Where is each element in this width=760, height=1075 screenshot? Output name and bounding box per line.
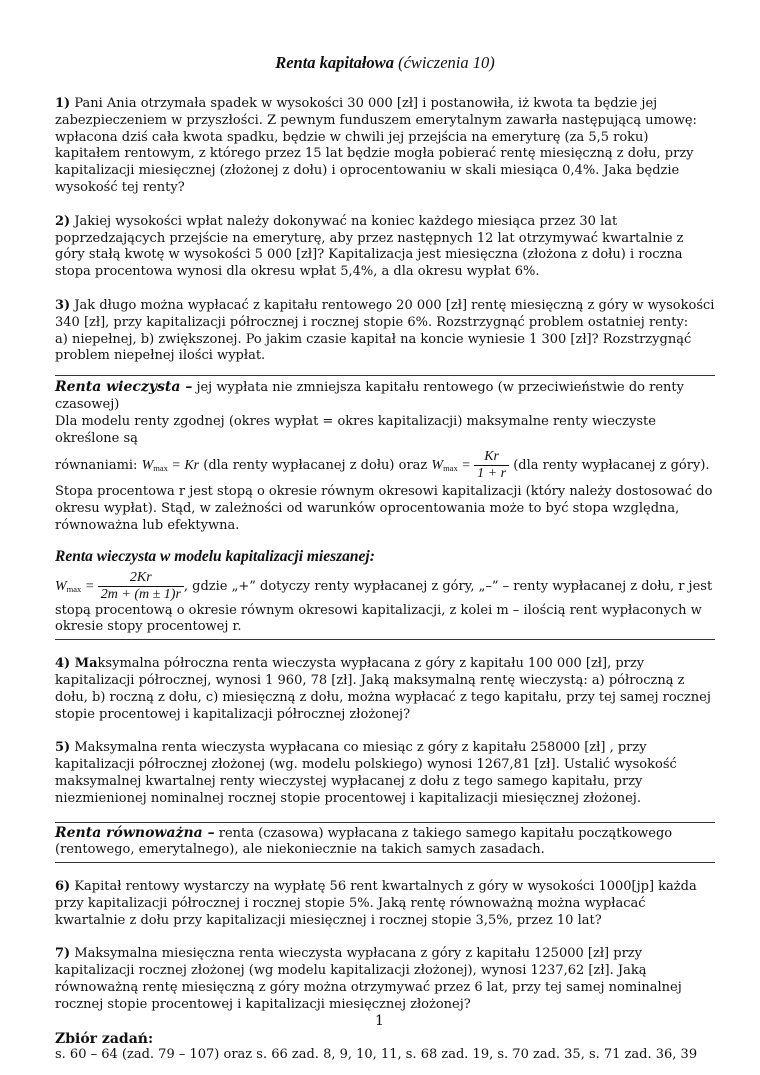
task-3: 3) Jak długo można wypłacać z kapitału rentowego 20 000 [zł] rentę miesięczną z góry w wysokości 340 [zł], przy kapitalizacji półrocznej i rocznej stopie 6%. Rozstrzygnąć problem ostatniej renty: a) niepełnej, b) zwiększonej. Po jakim czasie kapitał na koncie wyniesie 1 300 [zł]? Rozstrzygnąć problem niepełnej ilości wypłat. <box>55 297 715 364</box>
divider <box>55 862 715 863</box>
fraction: $\frac{Kr}{1 + r}$ <box>474 449 509 482</box>
fraction: $\frac{2Kr}{2m + (m \pm 1)r}$ <box>98 570 184 603</box>
mixed-section: Renta wieczysta w modelu kapitalizacji mieszanej: $W_{max}$ = $\frac{2Kr}{2m + (m \pm 1)r}$ , gdzie „+” dotyczy renty wypłacanej z góry, „–” – renty wypłacanej z dołu, r jest stopą procentową o okresie równym okresowi kapitalizacji, z kolei m – ilością rent wypłaconych w okresie stopy procentowej r. <box>55 549 715 636</box>
document-page <box>55 52 715 1064</box>
task-7: 7) Maksymalna miesięczna renta wieczysta wypłacana z góry z kapitału 125000 [zł] przy kapitalizacji rocznej złożonej (wg modelu kapitalizacji złożonej), wynosi 1237,62 [zł]. Jaką równoważną rentę miesięczną z góry można otrzymywać przez 6 lat, przy tej samej nominalnej rocznej stopie procentowej i kapitalizacji miesięcznej złożonej? <box>55 946 682 1012</box>
mixed-formula: $W_{max}$ = $\frac{2Kr}{2m + (m \pm 1)r}$ , gdzie „+” dotyczy renty wypłacanej z góry, „–” – renty wypłacanej z dołu, r jest <box>55 569 713 602</box>
title-sub: (ćwiczenia 10) <box>398 53 495 72</box>
mixed-title: Renta wieczysta w modelu kapitalizacji mieszanej: <box>55 547 375 565</box>
perpetual-formula: równaniami: $W_{max} = Kr$ (dla renty wypłacanej z dołu) oraz $W_{max}$ = $\frac{Kr}{1 + r}$ (dla renty wypłacanej z góry). <box>55 449 710 482</box>
collection-title: Zbiór zadań: <box>55 1030 154 1047</box>
equivalent-title: Renta równoważna – <box>55 824 215 841</box>
title-main: Renta kapitałowa <box>275 53 394 72</box>
divider <box>55 639 715 640</box>
page-title <box>55 52 715 74</box>
task-1: 1) Pani Ania otrzymała spadek w wysokości 30 000 [zł] i postanowiła, iż kwota ta będzie jej zabezpieczeniem w przyszłości. Z pewnym funduszem emerytalnym zawarła następującą umowę: wpłacona dziś cała kwota spadku, będzie w chwili jej przejścia na emeryturę (za 5,5 roku) kapitałem rentowym, z którego przez 15 lat będzie mogła pobierać rentę miesięczną z dołu, przy kapitalizacji miesięcznej (złożonej z dołu) i oprocentowaniu w skali miesiąca 0,4%. Jaka będzie wysokość tej renty? <box>55 96 697 195</box>
perpetual-title: Renta wieczysta – <box>55 379 193 396</box>
page-number: 1 <box>375 1013 384 1029</box>
equivalent-section: Renta równoważna – renta (czasowa) wypłacana z takiego samego kapitału początkowego (rentowego, emerytalnego), ale niekoniecznie na takich samych zasadach. <box>55 824 673 858</box>
task-2: 2) Jakiej wysokości wpłat należy dokonywać na koniec każdego miesiąca przez 30 lat poprzedzających przejście na emeryturę, aby przez następnych 12 lat otrzymywać kwartalnie z góry stałą kwotę w wysokości 5 000 [zł]? Kapitalizacja jest miesięczna (złożona z dołu) i roczna stopa procentowa wynosi dla okresu wpłat 5,4%, a dla okresu wypłat 6%. <box>55 213 684 280</box>
perpetual-section: Renta wieczysta – jej wypłata nie zmniejsza kapitału rentowego (w przeciwieństwie do renty czasowej) Dla modelu renty zgodnej (okres wypłat = okres kapitalizacji) maksymalne renty wieczyste określone są równaniami: $W_{max} = Kr$ (dla renty wypłacanej z dołu) oraz $W_{max}$ = $\frac{Kr}{1 + r}$ (dla renty wypłacanej z góry). Stopa procentowa r jest stopą o okresie równym okresowi kapitalizacji (który należy dostosować do okresu wypłat). Stąd, w zależności od warunków oprocentowania może to być stopa względna, równoważna lub efektywna. <box>55 376 715 535</box>
task-4: 4) Maksymalna półroczna renta wieczysta wypłacana z góry z kapitału 100 000 [zł], przy kapitalizacji półrocznej, wynosi 1 960, 78 [zł]. Jaką maksymalną rentę wieczystą: a) półroczną z dołu, b) roczną z dołu, c) miesięczną z dołu, można wypłacać z tego kapitału, przy tej samej rocznej stopie procentowej i kapitalizacji półrocznej złożonej? <box>55 656 711 722</box>
collection-section: Zbiór zadań: s. 60 – 64 (zad. 79 – 107) oraz s. 66 zad. 8, 9, 10, 11, s. 68 zad. 19, s. 70 zad. 35, s. 71 zad. 36, 39 <box>55 1031 715 1065</box>
task-5: 5) Maksymalna renta wieczysta wypłacana co miesiąc z góry z kapitału 258000 [zł] , przy kapitalizacji półrocznej złożonej (wg. modelu polskiego) wynosi 1267,81 [zł]. Ustalić wysokość maksymalnej kwartalnej renty wieczystej wypłacanej z dołu z tego samego kapitału, przy niezmienionej nominalnej rocznej stopie procentowej i kapitalizacji miesięcznej złożonej. <box>55 740 677 806</box>
task-6: 6) Kapitał rentowy wystarczy na wypłatę 56 rent kwartalnych z góry w wysokości 1000[jp] każda przy kapitalizacji półrocznej i rocznej stopie 5%. Jaką rentę równoważną można wypłacać kwartalnie z dołu przy kapitalizacji miesięcznej i rocznej stopie 3,5%, przez 10 lat? <box>55 879 697 928</box>
